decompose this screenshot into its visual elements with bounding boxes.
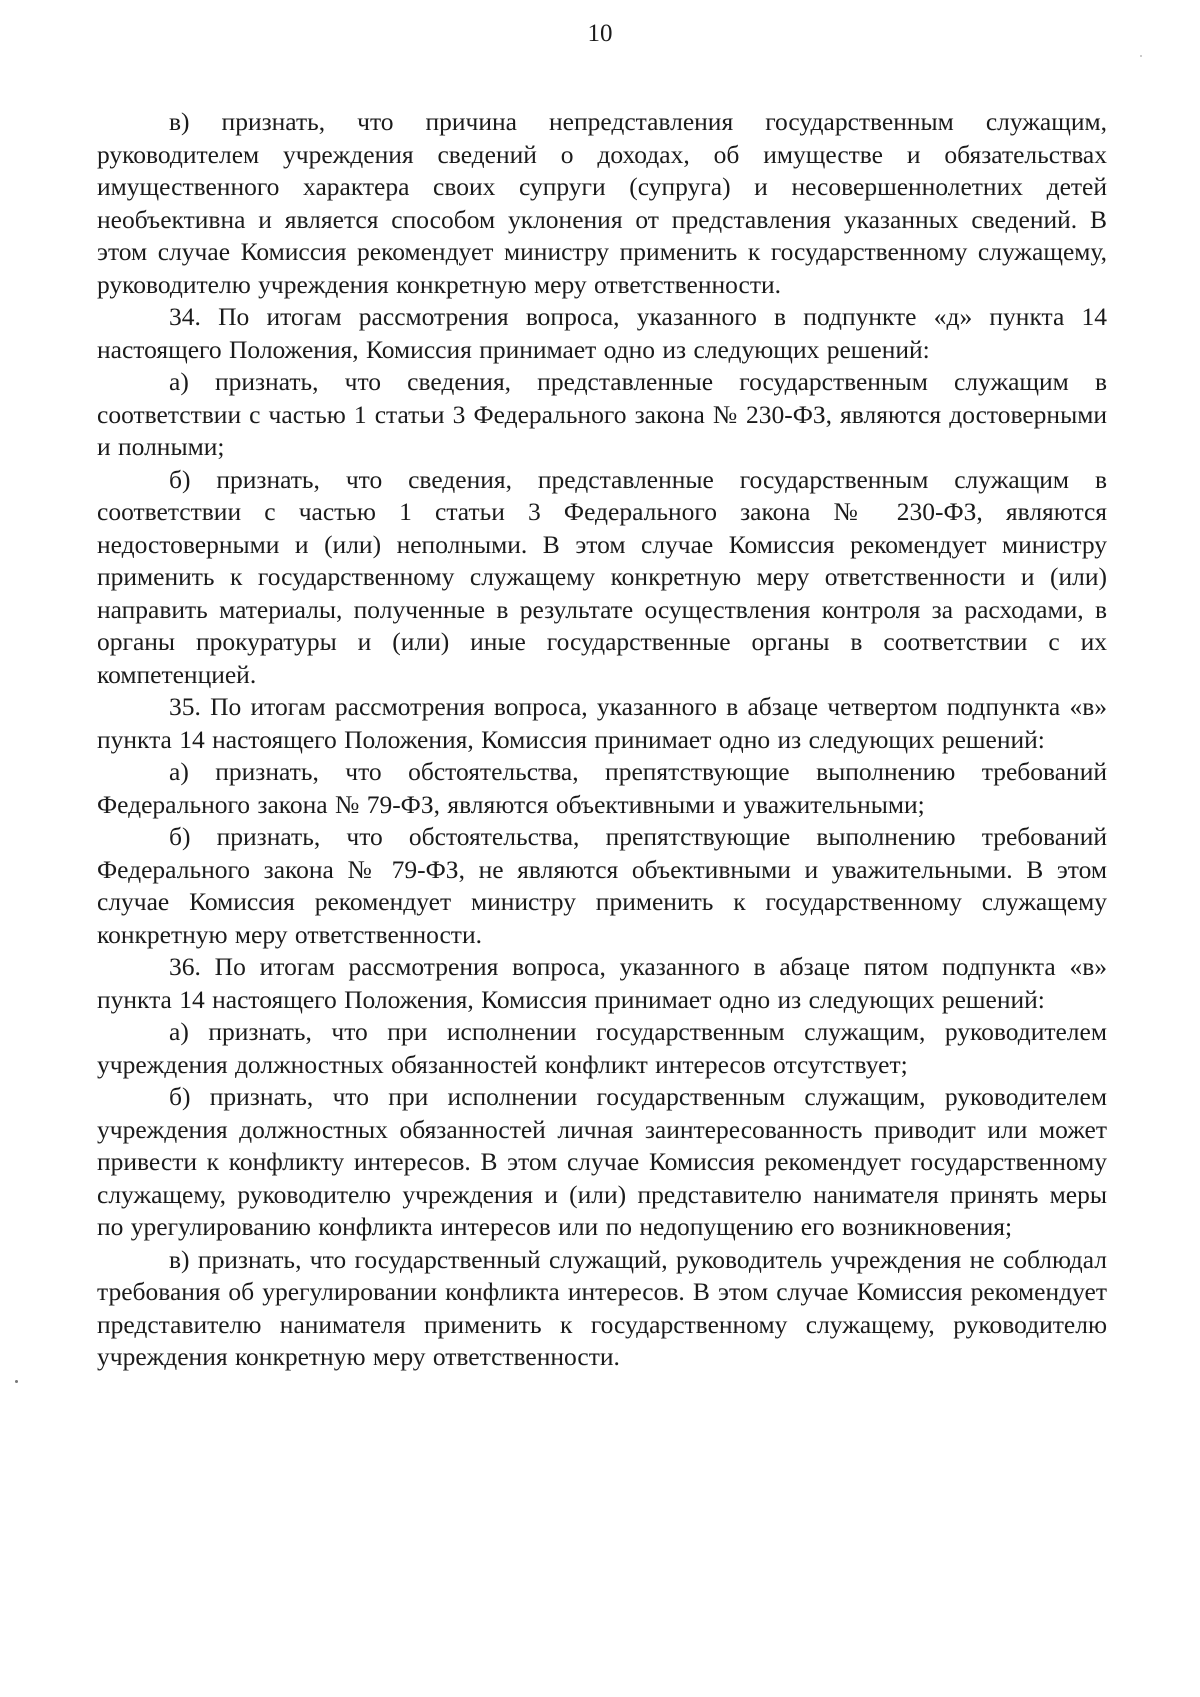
paragraph-34b: б) признать, что сведения, представленные государственным служащим в соответствии с частью 1 статьи 3 Федерального закона № 230-ФЗ, являются недостоверными и (или) неполными. В этом случае Комиссия рекомендует министру применить к государственному служащему конкретную меру ответственности и (или) направить материалы, полученные в результате осуществления контроля за расходами, в органы прокуратуры и (или) иные государственные органы в соответствии с их компетенцией. (97, 464, 1107, 689)
paragraph-35: 35. По итогам рассмотрения вопроса, указанного в абзаце четвертом подпункта «в» пункта 14 настоящего Положения, Комиссия принимает одно из следующих решений: (97, 692, 1107, 754)
paragraph-33v: в) признать, что причина непредставления государственным служащим, руководителем учреждения сведений о доходах, об имуществе и обязательствах имущественного характера своих супруги (супруга) и несовершеннолетних детей необъективна и является способом уклонения от представления указанных сведений. В этом случае Комиссия рекомендует министру применить к государственному служащему, руководителю учреждения конкретную меру ответственности. (97, 107, 1107, 299)
scan-speck (15, 1380, 18, 1383)
paragraph-36: 36. По итогам рассмотрения вопроса, указанного в абзаце пятом подпункта «в» пункта 14 настоящего Положения, Комиссия принимает одно из следующих решений: (97, 952, 1107, 1014)
page-number: 10 (587, 20, 613, 47)
paragraph-36a: а) признать, что при исполнении государственным служащим, руководителем учреждения должностных обязанностей конфликт интересов отсутствует; (97, 1017, 1107, 1079)
paragraph-34: 34. По итогам рассмотрения вопроса, указанного в подпункте «д» пункта 14 настоящего Положения, Комиссия принимает одно из следующих решений: (97, 302, 1107, 364)
paragraph-36b: б) признать, что при исполнении государственным служащим, руководителем учреждения должностных обязанностей личная заинтересованность приводит или может привести к конфликту интересов. В этом случае Комиссия рекомендует государственному служащему, руководителю учреждения и (или) представителю нанимателя принять меры по урегулированию конфликта интересов или по недопущению его возникновения; (97, 1082, 1107, 1241)
paragraph-35a: а) признать, что обстоятельства, препятствующие выполнению требований Федерального закона № 79-ФЗ, являются объективными и уважительными; (97, 757, 1107, 819)
document-body (97, 106, 1107, 1374)
paragraph-35b: б) признать, что обстоятельства, препятствующие выполнению требований Федерального закона № 79-ФЗ, не являются объективными и уважительными. В этом случае Комиссия рекомендует министру применить к государственному служащему конкретную меру ответственности. (97, 822, 1107, 949)
paragraph-34a: а) признать, что сведения, представленные государственным служащим в соответствии с частью 1 статьи 3 Федерального закона № 230-ФЗ, являются достоверными и полными; (97, 367, 1107, 461)
scan-speck (1140, 55, 1142, 57)
paragraph-36v: в) признать, что государственный служащий, руководитель учреждения не соблюдал требования об урегулировании конфликта интересов. В этом случае Комиссия рекомендует представителю нанимателя применить к государственному служащему, руководителю учреждения конкретную меру ответственности. (97, 1244, 1107, 1371)
